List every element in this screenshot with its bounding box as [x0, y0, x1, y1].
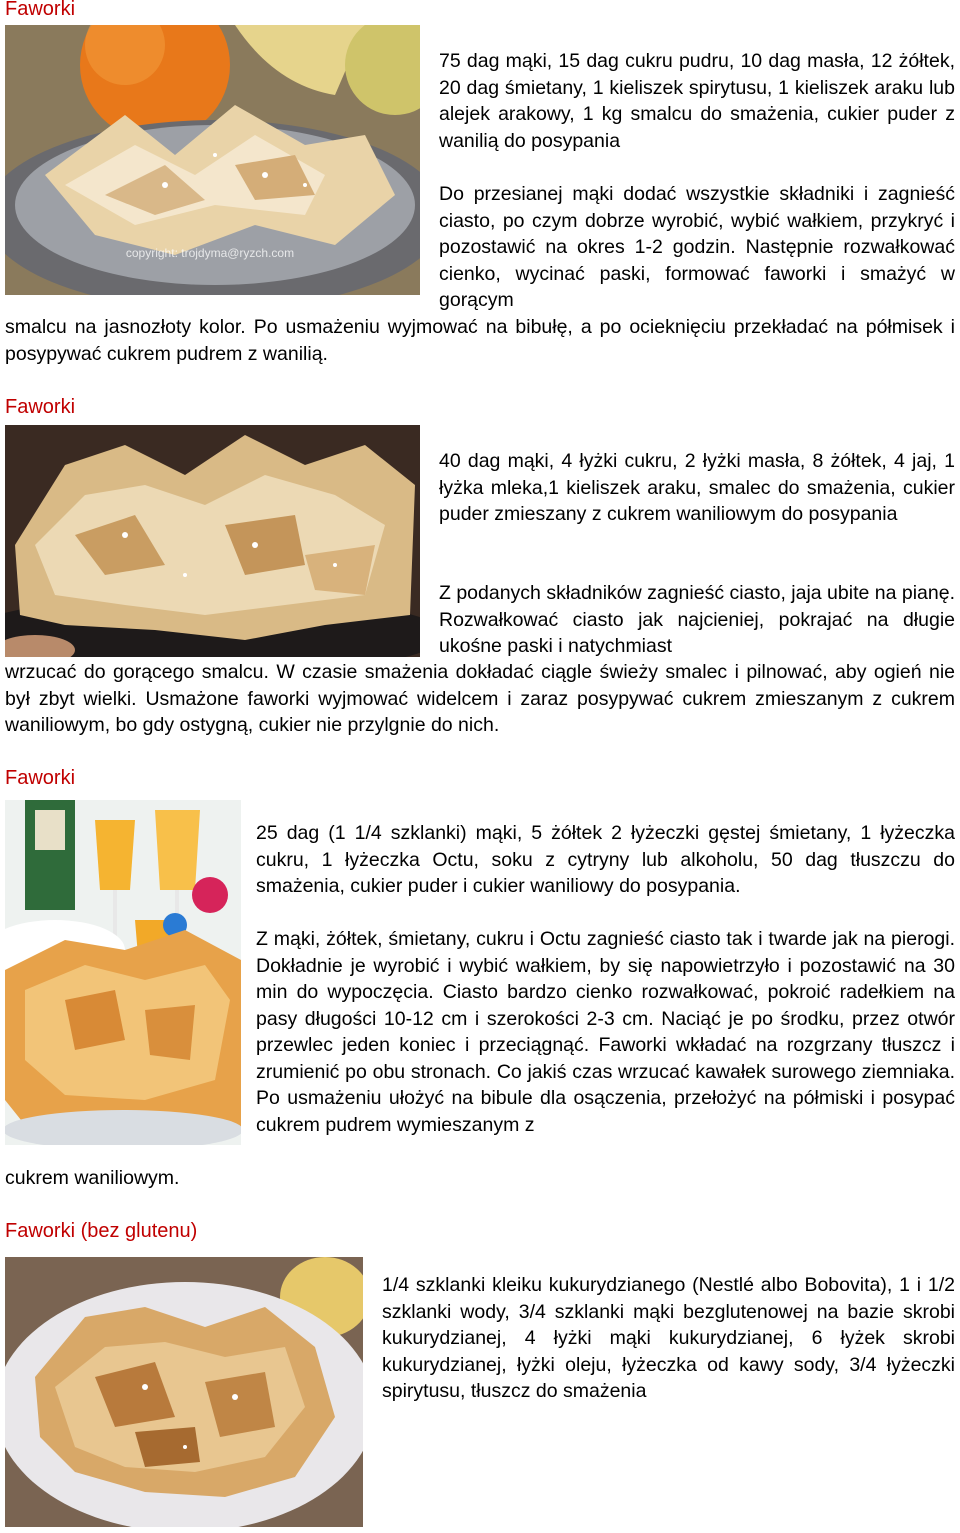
recipe-1-ingredients: 75 dag mąki, 15 dag cukru pudru, 10 dag masła, 12 żółtek, 20 dag śmietany, 1 kieliszek spirytusu, 1 kieliszek araku lub alejek arakowy, 1 kg smalcu do smażenia, cukier puder z wanilią do posypania [439, 50, 955, 152]
recipe-3-method: Z mąki, żółtek, śmietany, cukru i Octu zagnieść ciasto tak i twarde jak na pierogi. Dokładnie je wyrobić i wybić wałkiem, by się napowietrzyło i pozostawić na 30 min do wypoczęcia. Ciasto bardzo cienko rozwałkować, pokroić radełkiem na pasy długości 10-12 cm i szerokości 2-3 cm. Naciąć je po środku, przez otwór przewlec jeden koniec i przeciągnąć. Faworki wkładać na rozgrzany tłuszcz i zrumienić po obu stronach. Co jakiś czas wrzucać kawałek surowego ziemniaka. Po usmażeniu ułożyć na bibule dla osączenia, przełożyć na półmiski i posypać cukrem pudrem wymieszanym z [256, 928, 955, 1136]
recipe-3-method-continued: cukrem waniliowym. [5, 1167, 180, 1189]
recipe-1-photo [5, 25, 420, 295]
recipe-2-title: Faworki [5, 396, 76, 418]
recipe-1-method-continued: smalcu na jasnozłoty kolor. Po usmażeniu wyjmować na bibułę, a po ocieknięciu przekładać na półmisek i posypywać cukrem pudrem z wanilią. [5, 316, 955, 365]
recipe-4-title: Faworki (bez glutenu) [5, 1220, 198, 1242]
recipe-3-title: Faworki [5, 767, 76, 789]
recipe-1-method: Do przesianej mąki dodać wszystkie składniki i zagnieść ciasto, po czym dobrze wyrobić, wybić wałkiem, przykryć i pozostawić na okres 1-2 godzin. Następnie rozwałkować cienko, wycinać paski, formować faworki i smażyć w gorącym [439, 183, 955, 311]
recipe-1-photo-watermark: copyright: trojdyma@ryzch.com [125, 246, 295, 260]
recipe-2-method-continued: wrzucać do gorącego smalcu. W czasie smażenia dokładać ciągle świeży smalec i pilnować, aby ogień nie był zbyt wielki. Usmażone faworki wyjmować widelcem i zaraz posypywać cukrem zmieszanym z cukrem waniliowym, bo gdy ostygną, cukier nie przylgnie do nich. [5, 661, 955, 736]
recipe-1-title: Faworki [5, 0, 76, 20]
recipe-2-ingredients: 40 dag mąki, 4 łyżki cukru, 2 łyżki masła, 8 żółtek, 4 jaj, 1 łyżka mleka,1 kieliszek araku, smalec do smażenia, cukier puder zmieszany z cukrem waniliowym do posypania [439, 450, 955, 525]
recipe-3-photo [5, 800, 241, 1145]
recipe-4-ingredients: 1/4 szklanki kleiku kukurydzianego (Nestlé albo Bobovita), 1 i 1/2 szklanki wody, 3/4 szklanki mąki bezglutenowej na bazie skrobi kukurydzianej, 4 łyżki mąki kukurydzianej, 6 łyżek skrobi kukurydzianej, łyżki oleju, łyżeczka od kawy sody, 3/4 łyżeczki spirytusu, tłuszcz do smażenia [382, 1274, 955, 1402]
recipe-2-method: Z podanych składników zagnieść ciasto, jaja ubite na pianę. Rozwałkować ciasto jak najcieniej, pokrajać na długie ukośne paski i natychmiast [439, 582, 955, 657]
recipe-4-photo [5, 1257, 363, 1527]
recipe-3-ingredients: 25 dag (1 1/4 szklanki) mąki, 5 żółtek 2 łyżeczki gęstej śmietany, 1 łyżeczka cukru, 1 łyżeczka Octu, soku z cytryny lub alkoholu, 50 dag tłuszczu do smażenia, cukier puder i cukier waniliowy do posypania. [256, 822, 955, 897]
recipe-2-photo [5, 425, 420, 657]
